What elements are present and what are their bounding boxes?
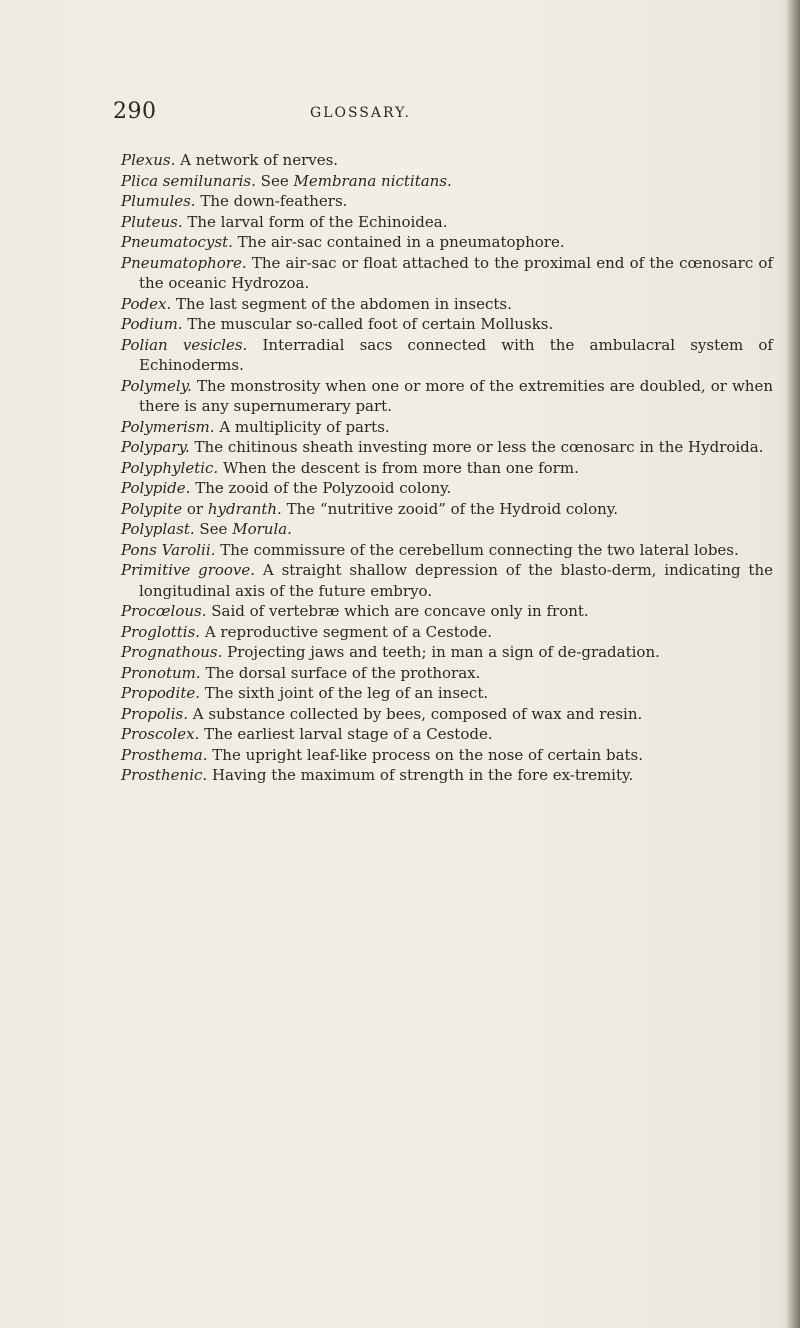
glossary-entry [121, 191, 773, 212]
entry-term: Plumules. [121, 192, 196, 210]
glossary-entry [121, 171, 773, 192]
entry-definition: See [199, 520, 228, 538]
glossary-entry [121, 314, 773, 335]
entry-term: Polymerism. [121, 417, 215, 436]
entry-definition: The monstrosity when one or more of the extremities are doubled, or when there is any supernumerary part. [139, 376, 773, 415]
entry-definition: The air-sac or float attached to the proximal end of the cœnosarc of the oceanic Hydrozoa. [139, 253, 773, 292]
entry-term: Polyphyletic. [121, 458, 219, 477]
glossary-entry [121, 745, 773, 766]
entry-term: Procœlous. [121, 602, 207, 620]
page-edge-shadow [786, 0, 800, 1328]
glossary-entry [121, 724, 773, 745]
entry-term: Prosthenic. [121, 766, 208, 784]
glossary-entry [121, 519, 773, 540]
page-number: 290 [113, 99, 157, 124]
entry-term: Polypide. [121, 479, 191, 497]
entry-definition: The air-sac contained in a pneumatophore. [237, 233, 565, 251]
entry-term: Pronotum. [121, 663, 201, 682]
entry-definition: The dorsal surface of the prothorax. [205, 663, 481, 682]
glossary-entry [121, 294, 773, 315]
entry-term: Pluteus. [121, 212, 183, 231]
entry-definition: See [260, 171, 289, 190]
entry-definition: A straight shallow depression of the blasto-derm, indicating the longitudinal axis of the future embryo. [139, 561, 773, 600]
glossary-entry [121, 540, 773, 561]
glossary-entry [121, 601, 773, 622]
glossary-entry [121, 212, 773, 233]
entry-term: Pons Varolii. [121, 540, 216, 559]
glossary-entry [121, 499, 773, 520]
entry-definition: The sixth joint of the leg of an insect. [204, 684, 489, 702]
running-head: GLOSSARY. [310, 105, 412, 121]
entry-definition: The last segment of the abdomen in insects. [176, 294, 512, 313]
entry-term: Proglottis. [121, 622, 201, 641]
entry-term: Propolis. [121, 704, 188, 723]
entry-definition: The down-feathers. [200, 192, 348, 210]
entry-term: Plica semilunaris. [121, 171, 256, 190]
page-header [113, 99, 673, 139]
entry-term: Prosthema. [121, 745, 208, 764]
entry-term: Primitive groove. [121, 561, 256, 579]
entry-definition: Said of vertebræ which are concave only in front. [211, 602, 589, 620]
glossary-entry [121, 232, 773, 253]
glossary-entry [121, 560, 773, 601]
glossary-entry [121, 704, 773, 725]
entry-term: Proscolex. [121, 725, 200, 743]
glossary-entry [121, 478, 773, 499]
glossary-entry [121, 417, 773, 438]
glossary-entry [121, 622, 773, 643]
glossary-entry [121, 683, 773, 704]
glossary-entry [121, 458, 773, 479]
entry-cross-reference: Membrana nictitans. [293, 171, 452, 190]
glossary-entry [121, 663, 773, 684]
entry-term: Pneumatophore. [121, 253, 247, 272]
entry-definition: Projecting jaws and teeth; in man a sign of de-gradation. [227, 643, 660, 661]
entry-term: Prognathous. [121, 643, 223, 661]
entry-definition: The earliest larval stage of a Cestode. [204, 725, 493, 743]
entry-definition: The zooid of the Polyzooid colony. [195, 479, 452, 497]
entry-definition: The muscular so-called foot of certain Mollusks. [187, 315, 554, 333]
entry-definition: A reproductive segment of a Cestode. [204, 622, 493, 641]
entry-definition: Having the maximum of strength in the fore ex-tremity. [211, 766, 634, 784]
entry-conjunction: or [186, 499, 204, 518]
entry-term: Polymely. [121, 376, 192, 395]
entry-definition: The chitinous sheath investing more or less the cœnosarc in the Hydroida. [194, 438, 764, 456]
entry-term: Polypary. [121, 438, 190, 456]
entry-term-alt: hydranth. [207, 499, 282, 518]
entry-term: Polypite [121, 499, 183, 518]
glossary-entry [121, 642, 773, 663]
entry-term: Podex. [121, 294, 172, 313]
entry-term: Polyplast. [121, 520, 195, 538]
entry-definition: When the descent is from more than one form. [222, 458, 579, 477]
entry-term: Plexus. [121, 151, 176, 169]
entry-term: Podium. [121, 315, 183, 333]
glossary-entry [121, 253, 773, 294]
entry-definition: Interradial sacs connected with the ambulacral system of Echinoderms. [139, 335, 773, 374]
entry-definition: The commissure of the cerebellum connecting the two lateral lobes. [220, 540, 739, 559]
glossary-list [121, 150, 773, 786]
entry-definition: The larval form of the Echinoidea. [187, 212, 448, 231]
glossary-entry [121, 437, 773, 458]
entry-term: Pneumatocyst. [121, 233, 233, 251]
entry-definition: A multiplicity of parts. [219, 417, 390, 436]
entry-definition: A network of nerves. [180, 151, 339, 169]
glossary-entry [121, 150, 773, 171]
entry-definition: The “nutritive zooid” of the Hydroid colony. [286, 499, 619, 518]
glossary-entry [121, 765, 773, 786]
entry-term: Polian vesicles. [121, 335, 248, 354]
entry-definition: A substance collected by bees, composed of wax and resin. [192, 704, 643, 723]
entry-cross-reference: Morula. [232, 520, 292, 538]
glossary-entry [121, 376, 773, 417]
glossary-entry [121, 335, 773, 376]
entry-term: Propodite. [121, 684, 200, 702]
entry-definition: The upright leaf-like process on the nose of certain bats. [212, 745, 644, 764]
